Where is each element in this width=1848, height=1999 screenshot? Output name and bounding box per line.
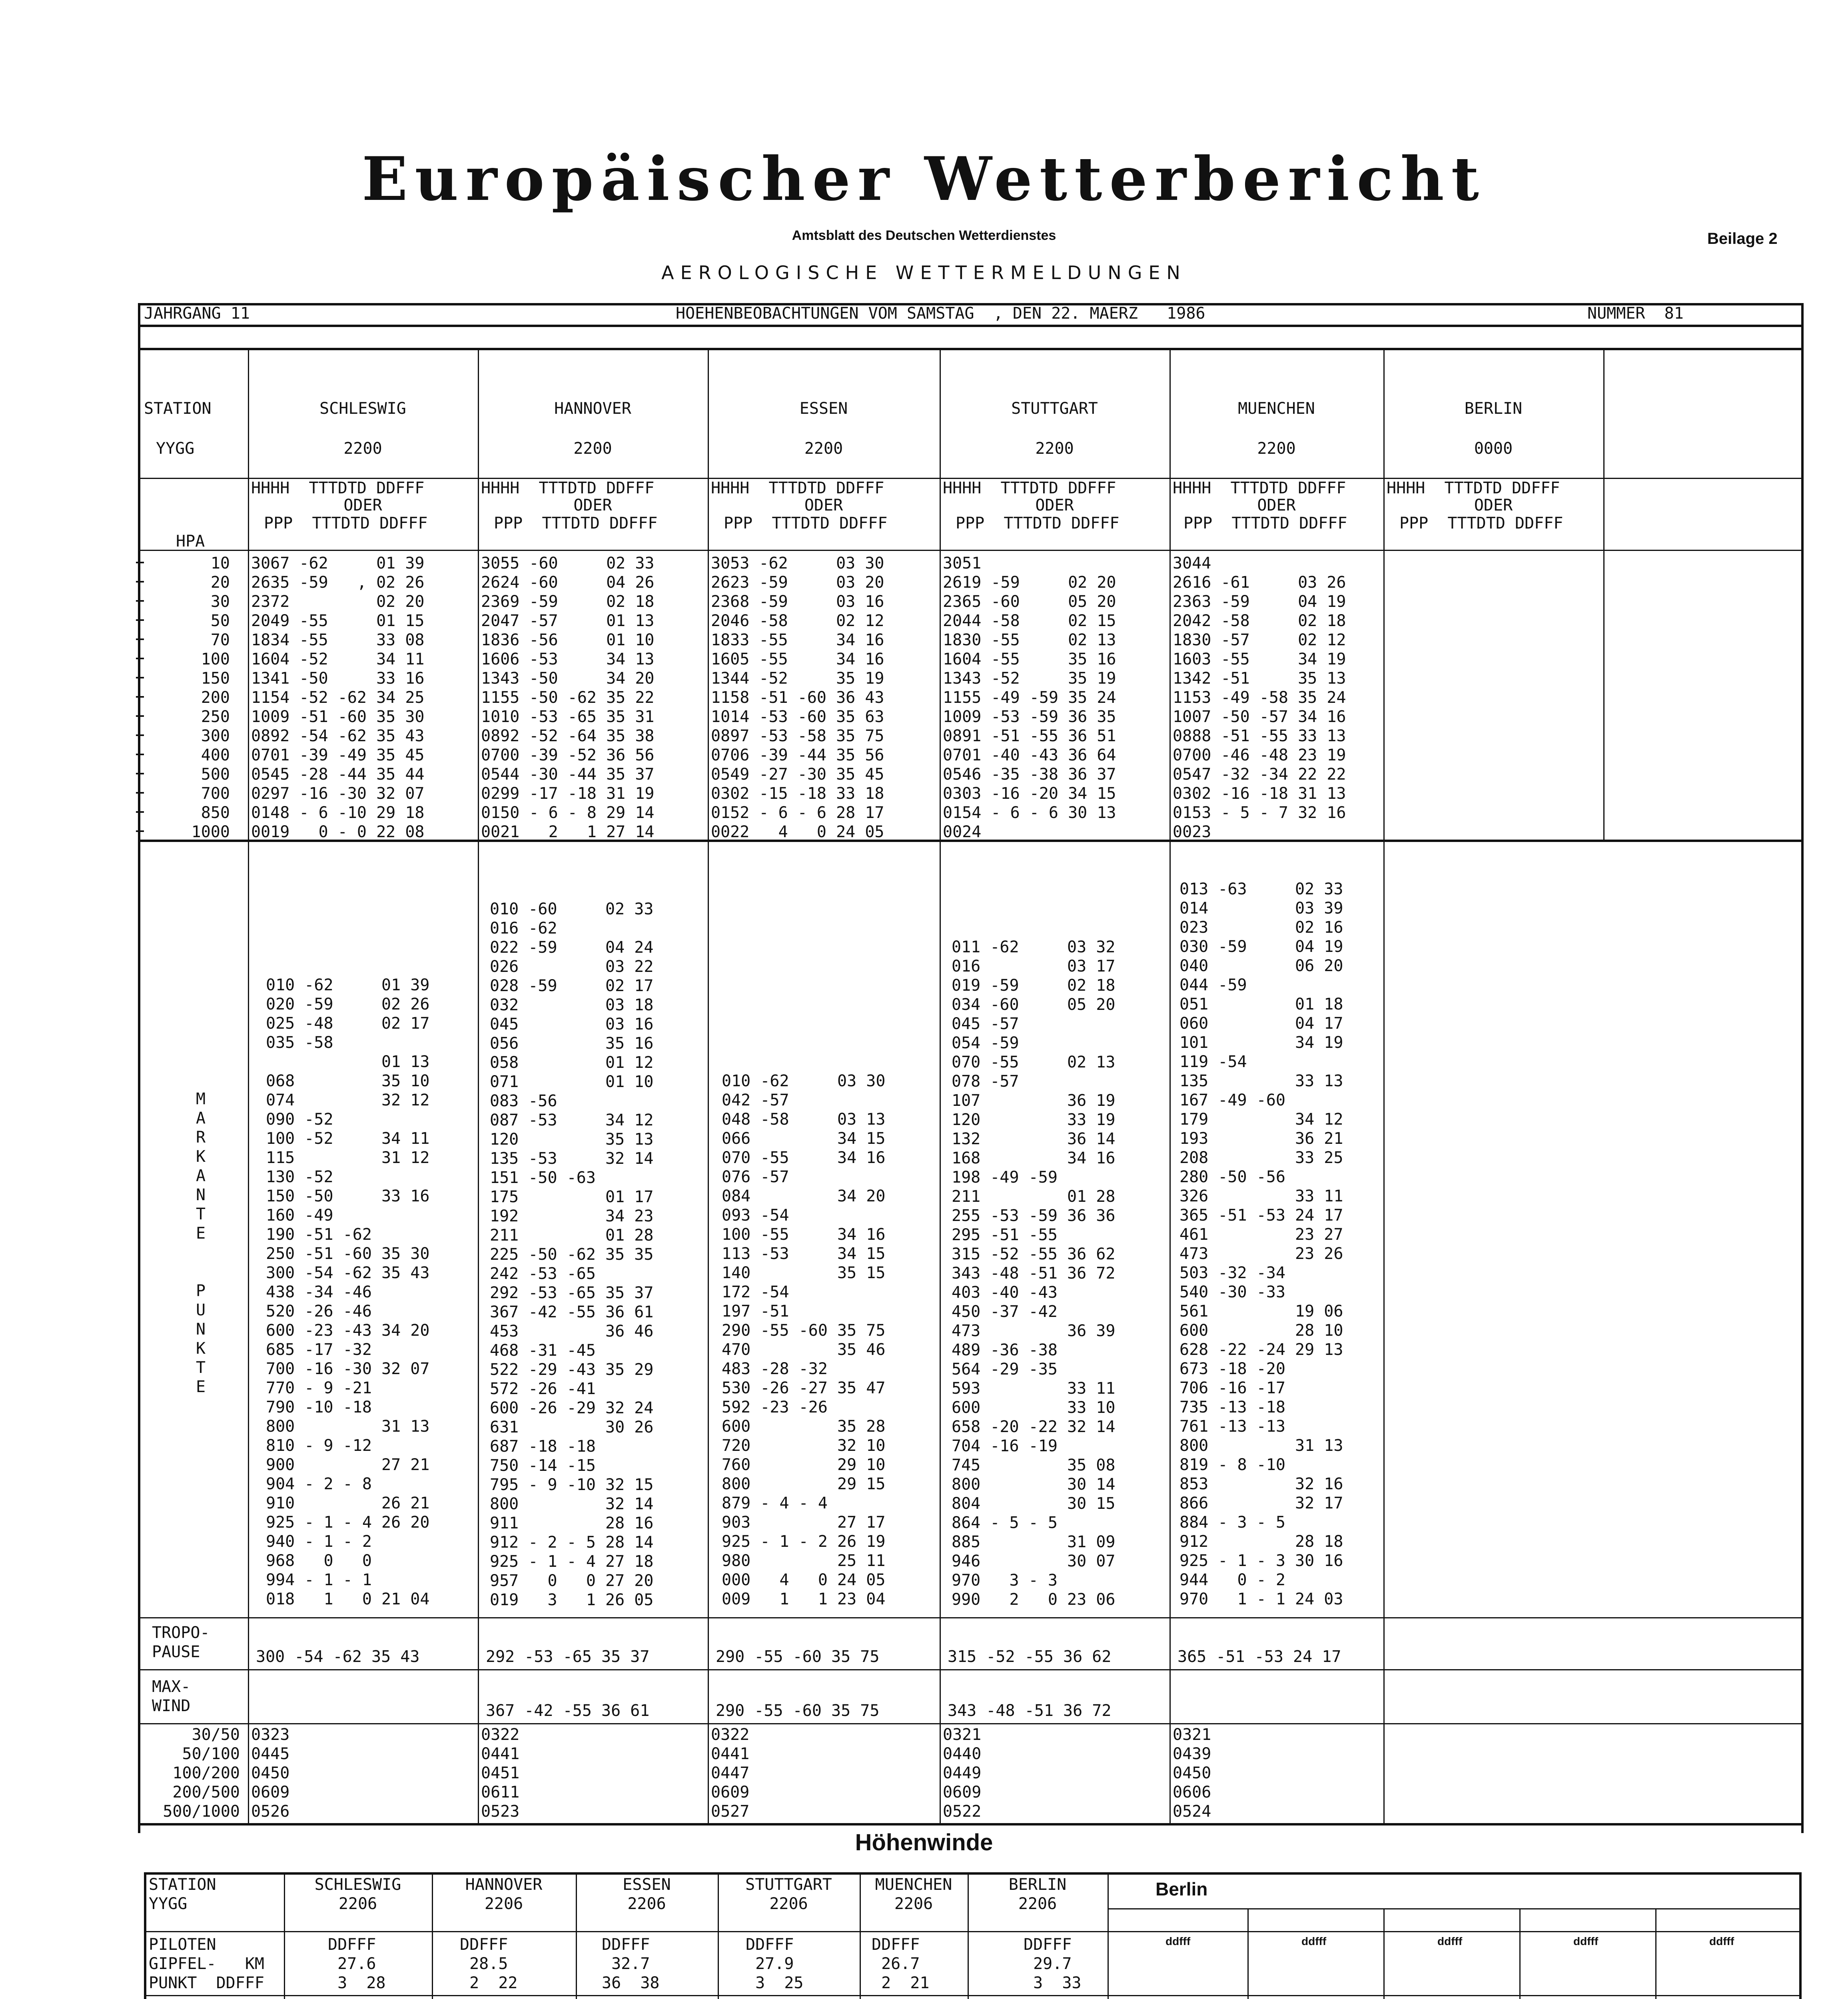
station-stuttgart: STUTTGART — [1011, 399, 1098, 418]
gipfel-essen: DDFFF 32.7 36 38 — [602, 1935, 660, 1992]
format-head-2: ODER — [343, 496, 382, 515]
markante-punkte-label: M A R K A N T E P U N K T E — [196, 1090, 206, 1396]
lower-yygg-stuttgart: 2206 — [769, 1895, 808, 1913]
gipfel-berlin: DDFFF 29.7 3 33 — [1024, 1935, 1082, 1992]
lower-yygg-hannover: 2206 — [484, 1895, 523, 1913]
observation-date: HOEHENBEOBACHTUNGEN VOM SAMSTAG , DEN 22. MAERZ 1986 — [676, 304, 1205, 323]
berlin-label: Berlin — [1155, 1879, 1208, 1899]
hpa-label: HPA — [176, 532, 205, 551]
yygg-muenchen: 2200 — [1257, 439, 1296, 458]
format-head-1: HHHH TTTDTD DDFFF — [711, 479, 884, 497]
format-head-3: PPP TTTDTD DDFFF — [494, 514, 658, 533]
std-levels-schleswig: 3067 -62 01 39 2635 -59 , 02 26 2372 02 20 2049 -55 01 15 1834 -55 33 08 1604 -52 34 11 1341 -50 33 16 1154 -52 -62 34 25 1009 -51 -60 35 30 0892 -54 -62 35 43 0701 -39 -49 35 45 0545 -28 -44 35 44 0297 -16 -30 32 07 0148 - 6 -10 29 18 0019 0 - 0 22 08 — [251, 554, 425, 841]
format-head-3: PPP TTTDTD DDFFF — [1399, 514, 1563, 533]
maxwind-label: MAX- WIND — [152, 1678, 191, 1715]
std-levels-hannover: 3055 -60 02 33 2624 -60 04 26 2369 -59 02 18 2047 -57 01 13 1836 -56 01 10 1606 -53 34 13 1343 -50 34 20 1155 -50 -62 35 22 1010 -53 -65 35 31 0892 -52 -64 35 38 0700 -39 -52 36 56 0544 -30 -44 35 37 0299 -17 -18 31 19 0150 - 6 - 8 29 14 0021 2 1 27 14 — [481, 554, 655, 841]
lower-yygg-essen: 2206 — [627, 1895, 666, 1913]
page-title: Europäischer Wetterbericht — [362, 144, 1486, 214]
gipfel-hannover: DDFFF 28.5 2 22 — [460, 1935, 518, 1992]
maxwind-hannover: 367 -42 -55 36 61 — [486, 1702, 650, 1720]
station-berlin: BERLIN — [1464, 399, 1523, 418]
maxwind-stuttgart: 343 -48 -51 36 72 — [948, 1702, 1112, 1720]
lower-station-label: STATION YYGG — [149, 1875, 216, 1913]
thickness-labels: 30/50 50/100 100/200 200/500 500/1000 — [163, 1726, 240, 1821]
ddfff-header-1: ddfff — [1165, 1935, 1191, 1947]
gipfel-muenchen: DDFFF 26.7 2 21 — [872, 1935, 930, 1992]
format-head-2: ODER — [573, 496, 612, 515]
tropopause-muenchen: 365 -51 -53 24 17 — [1177, 1648, 1341, 1666]
lower-yygg-berlin: 2206 — [1018, 1895, 1057, 1913]
sig-points-muenchen: 013 -63 02 33 014 03 39 023 02 16 030 -59 04 19 040 06 20 044 -59 051 01 18 060 04 17 101 34 19 119 -54 135 33 13 167 -49 -60 179 34 12 193 36 21 208 33 25 280 -50 -56 326 33 11 365 -51 -53 24 17 461 23 27 473 23 26 503 -32 -34 540 -30 -33 561 19 06 600 28 10 628 -22 -24 29 13 673 -18 -20 706 -16 -17 735 -13 -18 761 -13 -13 800 31 13 819 - 8 -10 853 32 16 866 32 17 884 - 3 - 5 912 28 18 925 - 1 - 3 30 16 944 0 - 2 970 1 - 1 24 03 — [1179, 880, 1343, 1608]
yygg-stuttgart: 2200 — [1035, 439, 1074, 458]
tropopause-essen: 290 -55 -60 35 75 — [716, 1648, 880, 1666]
lower-station-essen: ESSEN — [623, 1875, 671, 1894]
sig-points-stuttgart: 011 -62 03 32 016 03 17 019 -59 02 18 034 -60 05 20 045 -57 054 -59 070 -55 02 13 078 -57 107 36 19 120 33 19 132 36 14 168 34 16 198 -49 -59 211 01 28 255 -53 -59 36 36 295 -51 -55 315 -52 -55 36 62 343 -48 -51 36 72 403 -40 -43 450 -37 -42 473 36 39 489 -36 -38 564 -29 -35 593 33 11 600 33 10 658 -20 -22 32 14 704 -16 -19 745 35 08 800 30 14 804 30 15 864 - 5 - 5 885 31 09 946 30 07 970 3 - 3 990 2 0 23 06 — [952, 938, 1116, 1609]
format-head-2: ODER — [1035, 496, 1074, 515]
thickness-muenchen: 0321 0439 0450 0606 0524 — [1173, 1726, 1211, 1821]
sig-points-hannover: 010 -60 02 33 016 -62 022 -59 04 24 026 03 22 028 -59 02 17 032 03 18 045 03 16 056 35 16 058 01 12 071 01 10 083 -56 087 -53 34 12 120 35 13 135 -53 32 14 151 -50 -63 175 01 17 192 34 23 211 01 28 225 -50 -62 35 35 242 -53 -65 292 -53 -65 35 37 367 -42 -55 36 61 453 36 46 468 -31 -45 522 -29 -43 35 29 572 -26 -41 600 -26 -29 32 24 631 30 26 687 -18 -18 750 -14 -15 795 - 9 -10 32 15 800 32 14 911 28 16 912 - 2 - 5 28 14 925 - 1 - 4 27 18 957 0 0 27 20 019 3 1 26 05 — [490, 900, 654, 1609]
pressure-levels: 10 20 30 50 70 100 150 200 250 300 400 500 700 850 1000 — [191, 554, 230, 841]
beilage-label: Beilage 2 — [1707, 230, 1778, 247]
sig-points-essen: 010 -62 03 30 042 -57 048 -58 03 13 066 34 15 070 -55 34 16 076 -57 084 34 20 093 -54 100 -55 34 16 113 -53 34 15 140 35 15 172 -54 197 -51 290 -55 -60 35 75 470 35 46 483 -28 -32 530 -26 -27 35 47 592 -23 -26 600 35 28 720 32 10 760 29 10 800 29 15 879 - 4 - 4 903 27 17 925 - 1 - 2 26 19 980 25 11 000 4 0 24 05 009 1 1 23 04 — [722, 1072, 886, 1608]
format-head-3: PPP TTTDTD DDFFF — [724, 514, 888, 533]
lower-yygg-schleswig: 2206 — [338, 1895, 377, 1913]
yygg-hannover: 2200 — [573, 439, 612, 458]
format-head-3: PPP TTTDTD DDFFF — [264, 514, 428, 533]
lower-station-muenchen: MUENCHEN — [875, 1875, 952, 1894]
lower-station-hannover: HANNOVER — [465, 1875, 543, 1894]
yygg-label: YYGG — [156, 439, 195, 458]
thickness-hannover: 0322 0441 0451 0611 0523 — [481, 1726, 520, 1821]
gipfel-schleswig: DDFFF 27.6 3 28 — [328, 1935, 386, 1992]
sig-points-schleswig: 010 -62 01 39 020 -59 02 26 025 -48 02 17 035 -58 01 13 068 35 10 074 32 12 090 -52 100 -52 34 11 115 31 12 130 -52 150 -50 33 16 160 -49 190 -51 -62 250 -51 -60 35 30 300 -54 -62 35 43 438 -34 -46 520 -26 -46 600 -23 -43 34 20 685 -17 -32 700 -16 -30 32 07 770 - 9 -21 790 -10 -18 800 31 13 810 - 9 -12 900 27 21 904 - 2 - 8 910 26 21 925 - 1 - 4 26 20 940 - 1 - 2 968 0 0 994 - 1 - 1 018 1 0 21 04 — [266, 976, 430, 1608]
gipfel-stuttgart: DDFFF 27.9 3 25 — [746, 1935, 804, 1992]
thickness-essen: 0322 0441 0447 0609 0527 — [711, 1726, 750, 1821]
gipfel-label: PILOTEN GIPFEL- KM PUNKT DDFFF — [149, 1935, 264, 1992]
tropopause-hannover: 292 -53 -65 35 37 — [486, 1648, 650, 1666]
tropopause-schleswig: 300 -54 -62 35 43 — [256, 1648, 420, 1666]
ddfff-header-4: ddfff — [1573, 1935, 1599, 1947]
issue-number: NUMMER 81 — [1587, 304, 1684, 323]
format-head-1: HHHH TTTDTD DDFFF — [251, 479, 425, 497]
jahrgang: JAHRGANG 11 — [144, 304, 250, 323]
std-levels-stuttgart: 3051 2619 -59 02 20 2365 -60 05 20 2044 -58 02 15 1830 -55 02 13 1604 -55 35 16 1343 -52 35 19 1155 -49 -59 35 24 1009 -53 -59 36 35 0891 -51 -55 36 51 0701 -40 -43 36 64 0546 -35 -38 36 37 0303 -16 -20 34 15 0154 - 6 - 6 30 13 0024 — [943, 554, 1116, 841]
ddfff-header-2: ddfff — [1301, 1935, 1327, 1947]
tropopause-label: TROPO- PAUSE — [152, 1624, 210, 1661]
station-schleswig: SCHLESWIG — [319, 399, 406, 418]
station-hannover: HANNOVER — [554, 399, 631, 418]
station-muenchen: MUENCHEN — [1238, 399, 1315, 418]
std-levels-muenchen: 3044 2616 -61 03 26 2363 -59 04 19 2042 -58 02 18 1830 -57 02 12 1603 -55 34 19 1342 -51 35 13 1153 -49 -58 35 24 1007 -50 -57 34 16 0888 -51 -55 33 13 0700 -46 -48 23 19 0547 -32 -34 22 22 0302 -16 -18 31 13 0153 - 5 - 7 32 16 0023 — [1173, 554, 1346, 841]
format-head-1: HHHH TTTDTD DDFFF — [1387, 479, 1560, 497]
thickness-schleswig: 0323 0445 0450 0609 0526 — [251, 1726, 290, 1821]
yygg-essen: 2200 — [804, 439, 843, 458]
section-title: AEROLOGISCHE WETTERMELDUNGEN — [661, 262, 1187, 283]
yygg-schleswig: 2200 — [343, 439, 382, 458]
format-head-2: ODER — [1257, 496, 1296, 515]
lower-station-schleswig: SCHLESWIG — [314, 1875, 401, 1894]
lower-station-berlin: BERLIN — [1008, 1875, 1067, 1894]
format-head-2: ODER — [1474, 496, 1513, 515]
tropopause-stuttgart: 315 -52 -55 36 62 — [948, 1648, 1112, 1666]
format-head-1: HHHH TTTDTD DDFFF — [481, 479, 655, 497]
station-essen: ESSEN — [799, 399, 848, 418]
std-levels-essen: 3053 -62 03 30 2623 -59 03 20 2368 -59 03 16 2046 -58 02 12 1833 -55 34 16 1605 -55 34 16 1344 -52 35 19 1158 -51 -60 36 43 1014 -53 -60 35 63 0897 -53 -58 35 75 0706 -39 -44 35 56 0549 -27 -30 35 45 0302 -15 -18 33 18 0152 - 6 - 6 28 17 0022 4 0 24 05 — [711, 554, 884, 841]
format-head-1: HHHH TTTDTD DDFFF — [1173, 479, 1346, 497]
station-label: STATION — [144, 399, 212, 418]
maxwind-essen: 290 -55 -60 35 75 — [716, 1702, 880, 1720]
hoehenwinde-heading: Höhenwinde — [855, 1829, 993, 1855]
thickness-stuttgart: 0321 0440 0449 0609 0522 — [943, 1726, 982, 1821]
lower-yygg-muenchen: 2206 — [894, 1895, 933, 1913]
lower-station-stuttgart: STUTTGART — [745, 1875, 832, 1894]
format-head-3: PPP TTTDTD DDFFF — [1183, 514, 1347, 533]
format-head-2: ODER — [804, 496, 843, 515]
ddfff-header-5: ddfff — [1709, 1935, 1734, 1947]
format-head-1: HHHH TTTDTD DDFFF — [943, 479, 1116, 497]
ddfff-header-3: ddfff — [1437, 1935, 1463, 1947]
subtitle: Amtsblatt des Deutschen Wetterdienstes — [792, 228, 1056, 243]
format-head-3: PPP TTTDTD DDFFF — [956, 514, 1120, 533]
yygg-berlin: 0000 — [1474, 439, 1513, 458]
